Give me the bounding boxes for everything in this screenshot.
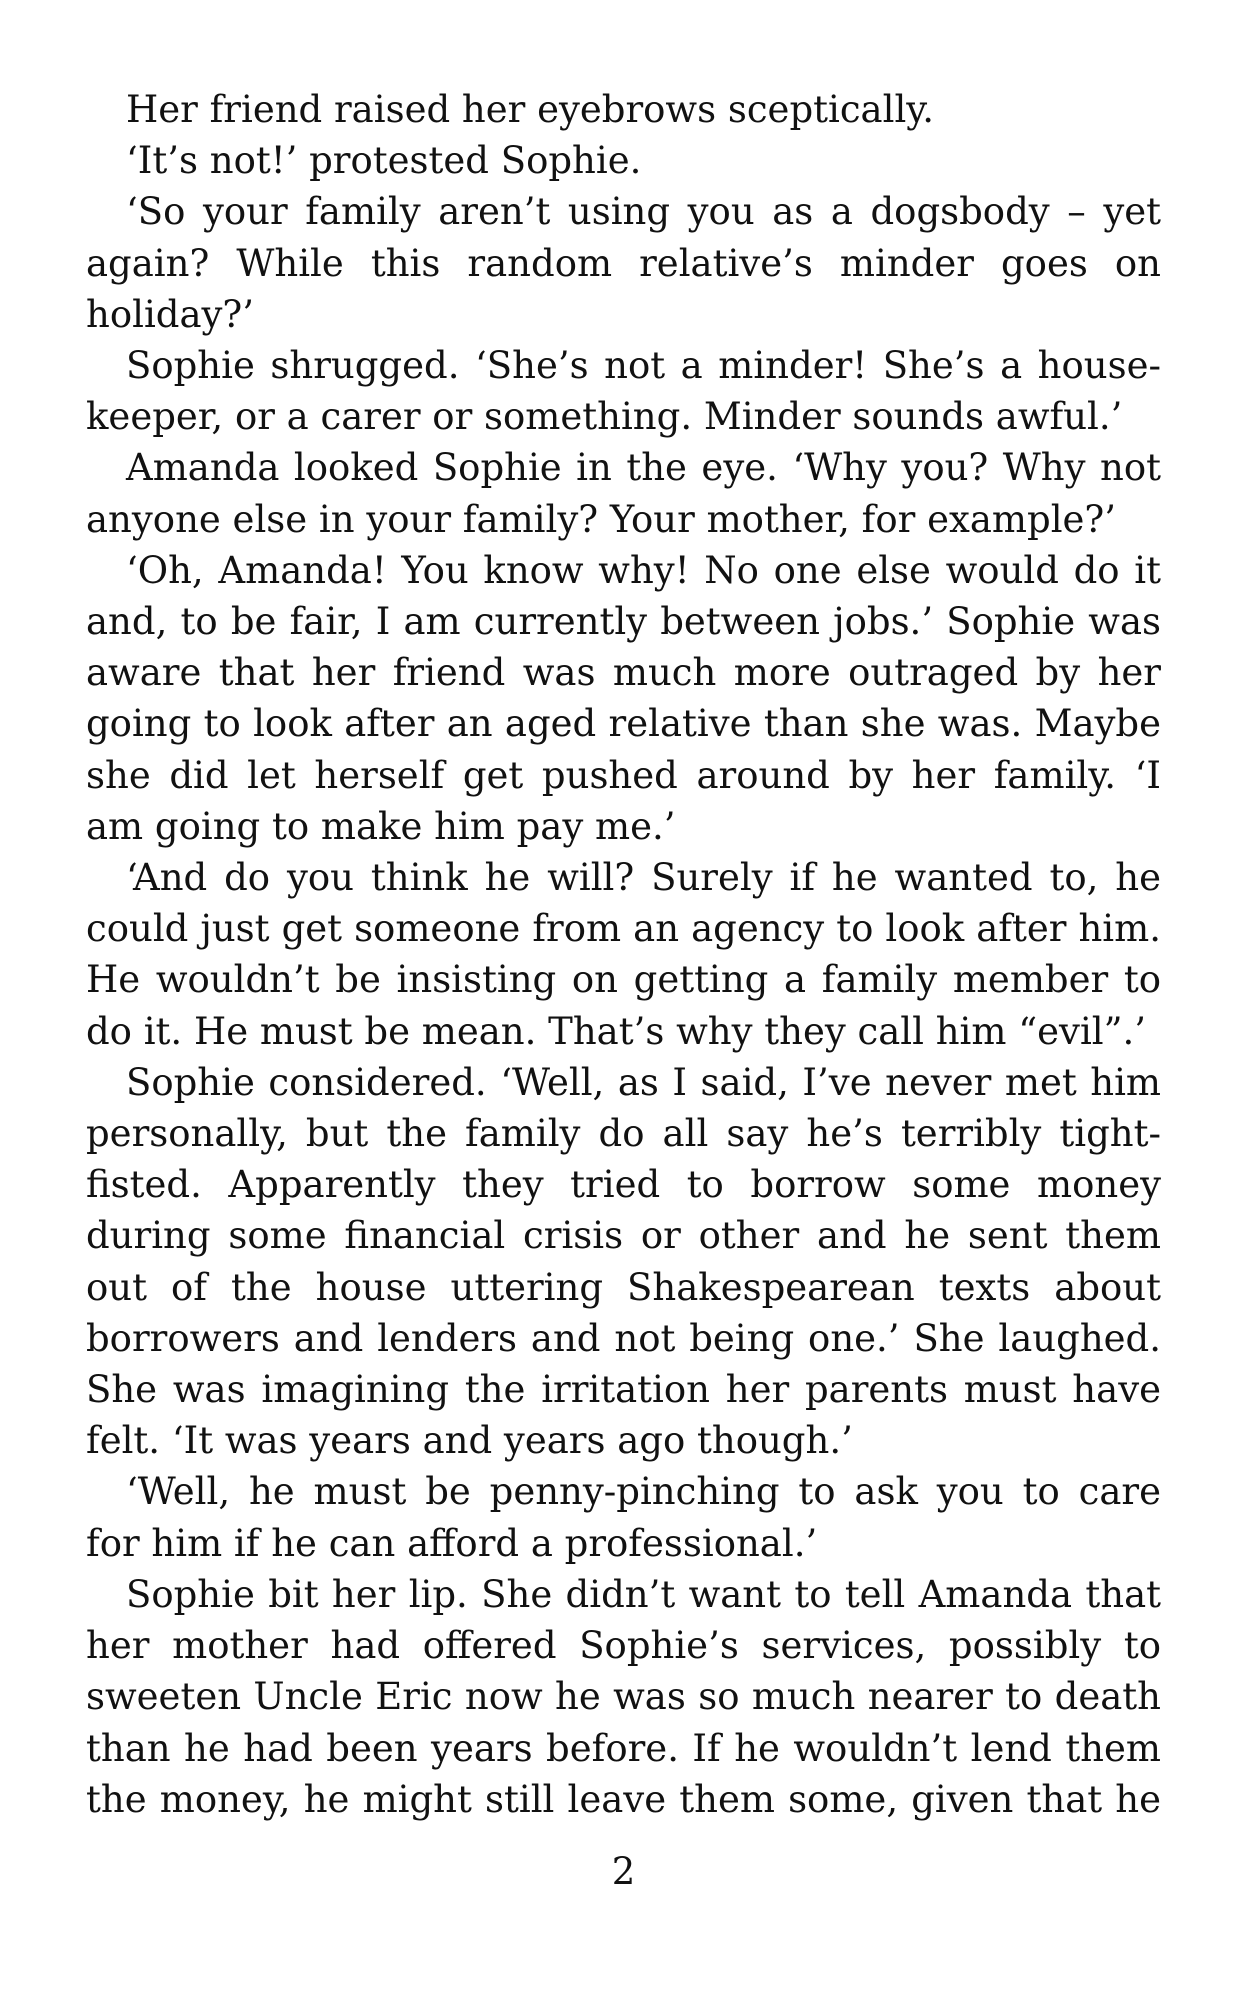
body-text xyxy=(86,84,1161,1825)
paragraph: ‘And do you think he will? Surely if he wanted to, he could just get someone from an agency to look after him. He wouldn’t be insisting on getting a family member to do it. He must be mean. That’s why they call him “evil”.’ xyxy=(86,856,1161,1053)
paragraph: Amanda looked Sophie in the eye. ‘Why you? Why not anyone else in your family? Your mother, for example?’ xyxy=(86,446,1161,541)
paragraph: ‘It’s not!’ protested Sophie. xyxy=(126,139,642,183)
paragraph: Sophie bit her lip. She didn’t want to tell Amanda that her mother had offered Sophie’s services, possibly to sweeten Uncle Eric now he was so much nearer to death than he had been years before. If he wouldn’t lend them the money, he might still leave them some, given that he xyxy=(86,1572,1161,1821)
paragraph: Sophie considered. ‘Well, as I said, I’ve never met him personally, but the family do all say he’s terribly tight-fisted. Apparently they tried to borrow some money during some financial crisis or other and he sent them out of the house uttering Shakespearean texts about borrowers and lenders and not being one.’ She laughed. She was imagining the irritation her parents must have felt. ‘It was years and years ago though.’ xyxy=(86,1060,1161,1463)
paragraph: Sophie shrugged. ‘She’s not a minder! She’s a house-keeper, or a carer or something. Minder sounds awful.’ xyxy=(86,344,1161,439)
paragraph: ‘So your family aren’t using you as a dogsbody – yet again? While this random relative’s minder goes on holiday?’ xyxy=(86,190,1161,336)
paragraph: ‘Well, he must be penny-pinching to ask you to care for him if he can afford a professional.’ xyxy=(86,1470,1161,1565)
paragraph: ‘Oh, Amanda! You know why! No one else would do it and, to be fair, I am currently between jobs.’ Sophie was aware that her friend was much more outraged by her going to look after an aged relative than she was. Maybe she did let herself get pushed around by her family. ‘I am going to make him pay me.’ xyxy=(86,548,1161,848)
paragraph: Her friend raised her eyebrows sceptically. xyxy=(126,88,935,131)
page-number: 2 xyxy=(611,1850,636,1893)
